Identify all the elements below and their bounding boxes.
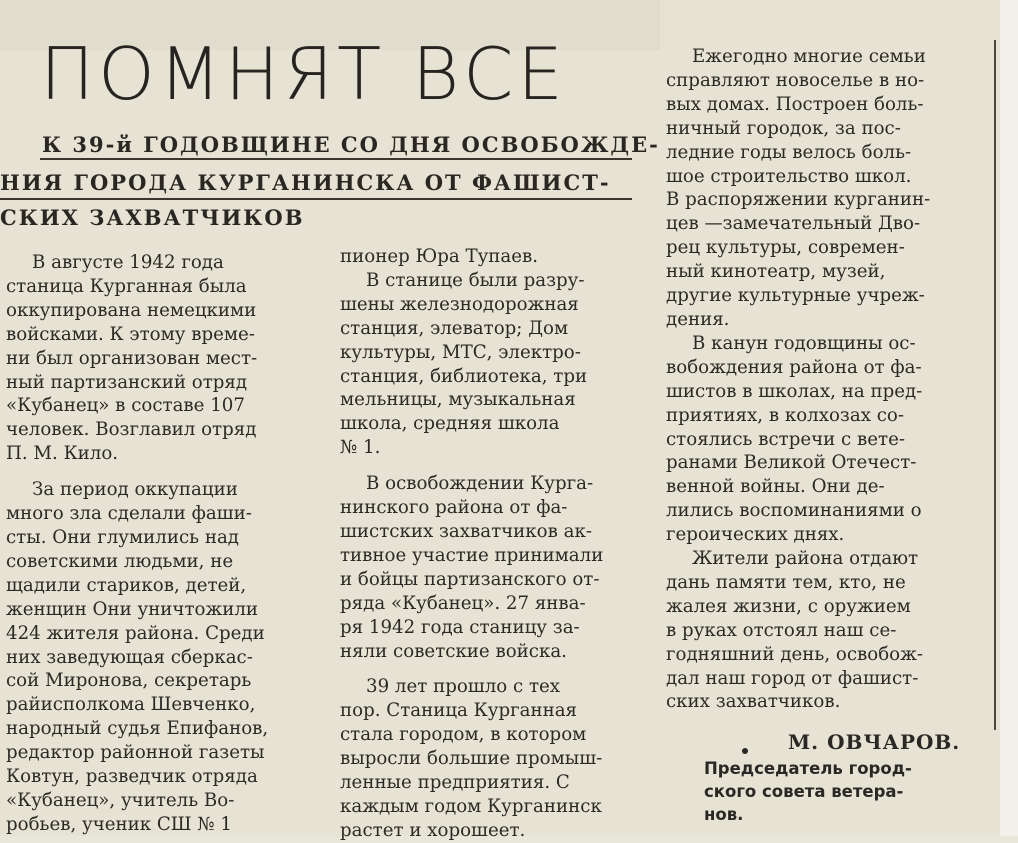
article-line: в руках отстоял наш се- (666, 619, 897, 641)
article-line: станция, библиотека, три (340, 365, 588, 387)
article-line: № 1. (340, 437, 381, 459)
subtitle-line-1: К 39-й ГОДОВЩИНЕ СО ДНЯ ОСВОБОЖДЕ- (42, 132, 660, 157)
article-line: вых домах. Построен боль- (666, 93, 924, 115)
article-line: ничный городок, за пос- (666, 117, 901, 139)
article-line: ленные предприятия. С (340, 772, 570, 794)
article-line: человек. Возглавил отряд (6, 419, 257, 441)
article-line: ни был организован мест- (6, 347, 258, 369)
article-line: редактор районной газеты (6, 742, 265, 764)
article-line: ских захватчиков. (666, 691, 841, 713)
article-line: стала городом, в котором (340, 724, 587, 746)
article-line: много зла сделали фаши- (6, 503, 252, 525)
article-line: стоялись встречи с вете- (666, 428, 905, 450)
author-name: М. ОВЧАРОВ. (788, 730, 961, 754)
author-role-line: Председатель город- (704, 759, 912, 778)
article-line: станица Курганная была (6, 275, 247, 297)
article-line: другие культурные учреж- (666, 285, 925, 307)
article-line: выросли большие промыш- (340, 748, 603, 770)
article-column-1 (6, 251, 326, 837)
article-line: Жители района отдают (692, 548, 919, 570)
article-line: рец культуры, современ- (666, 237, 905, 259)
article-line: оккупирована немецкими (6, 299, 257, 321)
article-line: нинского района от фа- (340, 497, 568, 519)
article-line: советскими людьми, не (6, 550, 234, 572)
article-line: ря 1942 года станицу за- (340, 616, 580, 638)
article-line: шое строительство школ. (666, 165, 912, 187)
article-line: ледние годы велось боль- (666, 141, 912, 163)
column-rule (994, 40, 996, 730)
article-line: В освобождении Курга- (366, 473, 594, 495)
article-line: 39 лет прошло с тех (366, 676, 561, 698)
article-column-2 (340, 245, 660, 843)
article-line (6, 466, 326, 478)
paper-edge (1000, 0, 1018, 836)
article-line: няли советские войска. (340, 640, 567, 662)
author-role-line: ского совета ветера- (704, 782, 904, 801)
article-line: цев —замечательный Дво- (666, 213, 921, 235)
article-line: сой Миронова, секретарь (6, 670, 252, 692)
subtitle-line-2: НИЯ ГОРОДА КУРГАНИНСКА ОТ ФАШИСТ- (0, 170, 611, 195)
article-line: станция, элеватор; Дом (340, 317, 569, 339)
article-line: Ежегодно многие семьи (692, 46, 926, 67)
article-line: пионер Юра Тупаев. (340, 246, 539, 267)
article-line: «Кубанец» в составе 107 (6, 395, 245, 417)
article-line: За период оккупации (32, 479, 238, 501)
article-line: «Кубанец», учитель Во- (6, 789, 235, 811)
article-line: народный судья Епифанов, (6, 718, 269, 740)
article-line: тивное участие принимали (340, 544, 604, 566)
article-line: каждым годом Курганинск (340, 795, 602, 817)
article-line: ный кинотеатр, музей, (666, 261, 886, 283)
article-line: культуры, МТС, электро- (340, 341, 581, 363)
article-line: шистских захватчиков ак- (340, 520, 592, 542)
article-line: щадили стариков, детей, (6, 574, 247, 596)
article-line: В станице были разру- (366, 269, 585, 291)
article-line: райисполкома Шевченко, (6, 694, 256, 716)
article-line: шистов в школах, на пред- (666, 380, 923, 402)
article-line: Ковтун, разведчик отряда (6, 766, 258, 788)
article-line: венной войны. Они де- (666, 476, 885, 498)
article-line: ранами Великой Отечест- (666, 452, 917, 474)
article-line: 424 жителя района. Среди (6, 622, 265, 644)
article-line: годняшний день, освобож- (666, 643, 923, 665)
article-line: В канун годовщины ос- (692, 332, 916, 354)
article-line: войсками. К этому време- (6, 323, 255, 345)
article-line: и бойцы партизанского от- (340, 568, 600, 590)
article-line (340, 663, 660, 675)
article-line: шены железнодорожная (340, 293, 579, 315)
article-line: дань памяти тем, кто, не (666, 571, 906, 593)
subtitle-rule (40, 158, 632, 160)
article-line: В августе 1942 года (32, 252, 224, 273)
article-line: пор. Станица Курганная (340, 700, 578, 722)
article-column-3 (666, 45, 991, 714)
subtitle-line-3: СКИХ ЗАХВАТЧИКОВ (0, 205, 305, 230)
subtitle-rule (0, 198, 632, 200)
article-line: В распоряжении курганин- (666, 189, 931, 211)
article-line: приятиях, в колхозах со- (666, 404, 905, 426)
article-line: ряда «Кубанец». 27 янва- (340, 592, 586, 614)
article-line: вобождения района от фа- (666, 356, 922, 378)
article-line: растет и хорошеет. (340, 819, 526, 841)
article-line: дал наш город от фашист- (666, 667, 919, 689)
author-role (704, 757, 912, 826)
article-line: женщин Они уничтожили (6, 598, 258, 620)
article-line: сты. Они глумились над (6, 526, 239, 548)
article-line: робьев, ученик СШ № 1 (6, 813, 232, 835)
article-line: мельницы, музыкальная (340, 389, 576, 411)
author-role-line: нов. (704, 805, 744, 824)
article-line: ный партизанский отряд (6, 371, 248, 393)
article-line: лились воспоминаниями о (666, 500, 922, 522)
article-line: жалея жизни, с оружием (666, 595, 911, 617)
article-line: школа, средняя школа (340, 413, 560, 435)
article-line: справляют новоселье в но- (666, 69, 925, 91)
article-line (340, 460, 660, 472)
article-line: героических днях. (666, 524, 845, 546)
headline: ПОМНЯТ ВСЕ (40, 32, 567, 116)
article-line: П. М. Кило. (6, 443, 119, 465)
article-line: дения. (666, 308, 730, 330)
article-line: них заведующая сберкас- (6, 646, 253, 668)
ink-dot (742, 748, 748, 754)
